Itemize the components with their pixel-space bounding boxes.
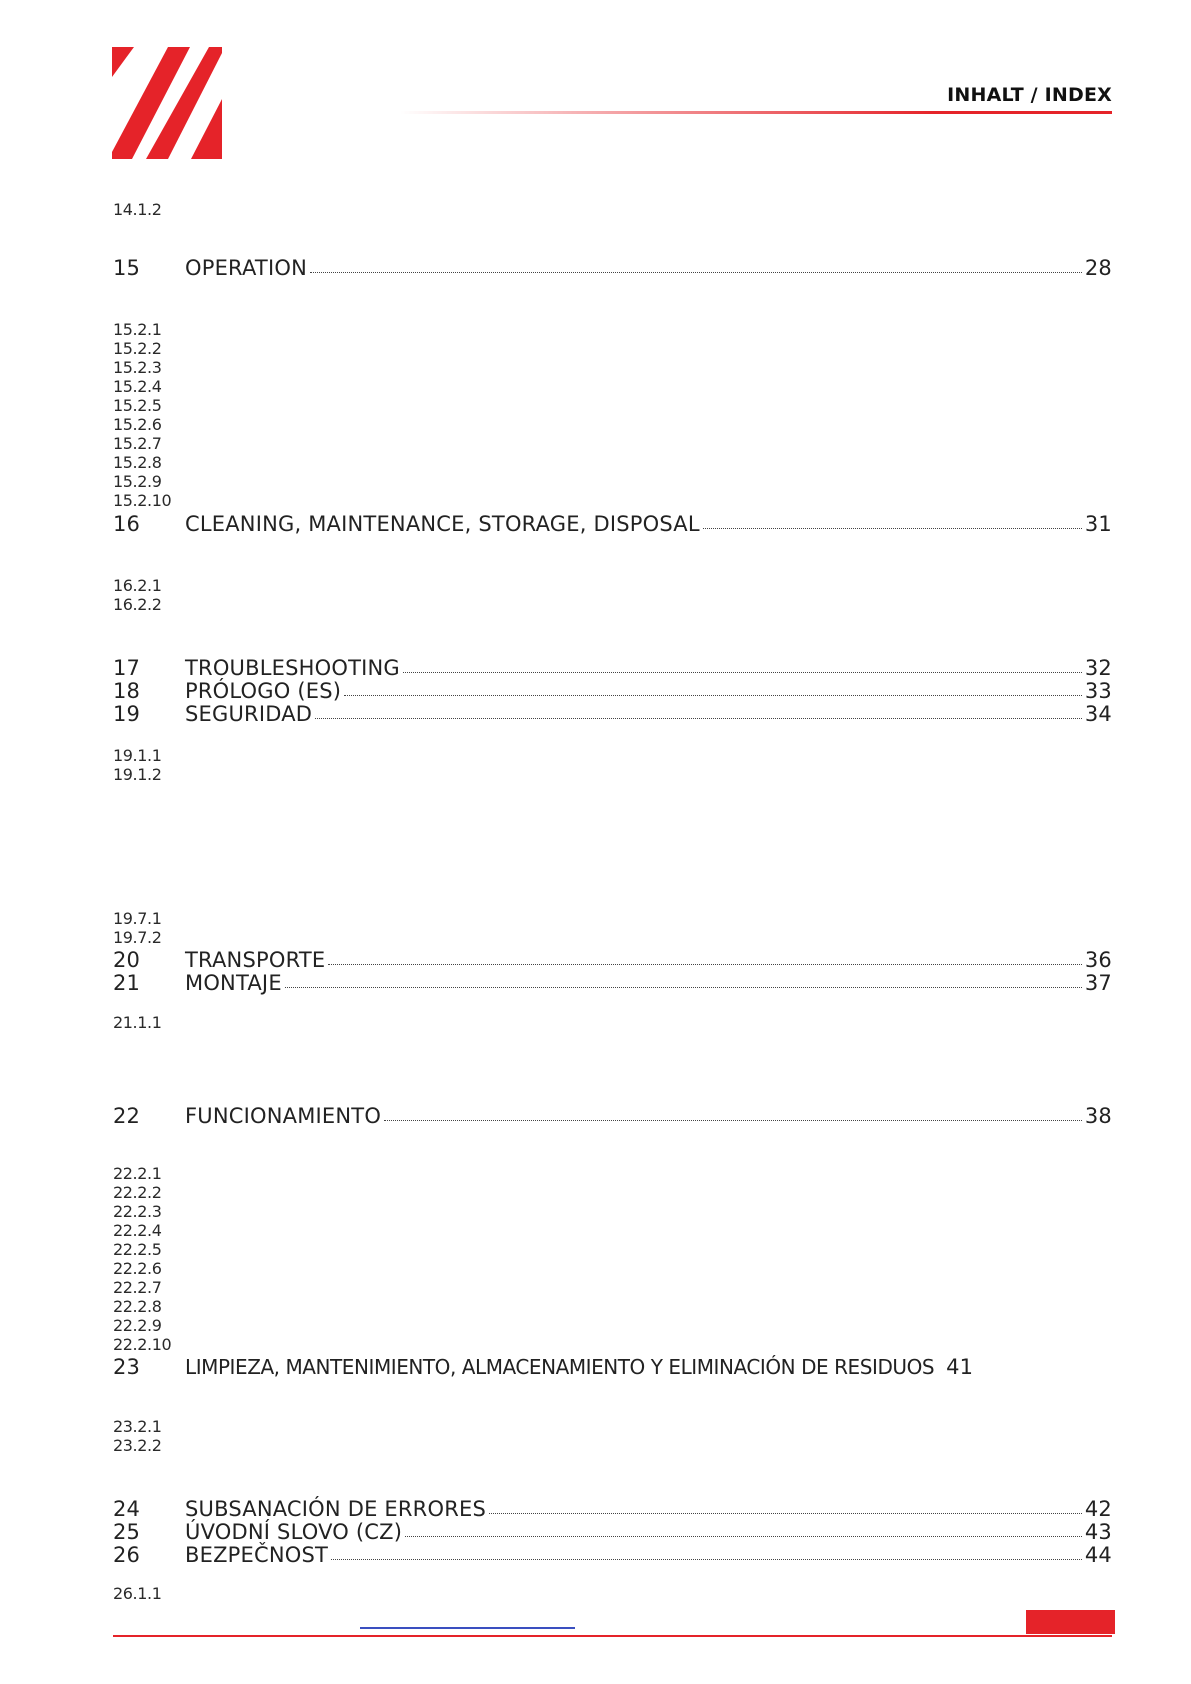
toc-dot-leader [384, 1119, 1082, 1121]
toc-entry-25[interactable] [113, 1520, 1112, 1544]
toc-dot-leader [310, 271, 1082, 273]
toc-subentry-15.2.3[interactable]: 15.2.3 [113, 358, 162, 377]
toc-dot-leader [937, 1371, 943, 1372]
toc-subentry-15.2.7[interactable]: 15.2.7 [113, 434, 162, 453]
toc-entry-number: 25 [113, 1520, 141, 1544]
toc-subentry-19.1.1[interactable]: 19.1.1 [113, 746, 162, 765]
toc-subentry-15.2.6[interactable]: 15.2.6 [113, 415, 162, 434]
toc-subentry-22.2.6[interactable]: 22.2.6 [113, 1259, 162, 1278]
toc-entry-title: TROUBLESHOOTING [185, 656, 400, 680]
toc-dot-leader [285, 986, 1082, 988]
toc-entry-number: 19 [113, 702, 141, 726]
toc-subentry-22.2.5[interactable]: 22.2.5 [113, 1240, 162, 1259]
footer-rule [113, 1635, 1112, 1637]
toc-entry-title: TRANSPORTE [185, 948, 326, 972]
toc-subentry-22.2.9[interactable]: 22.2.9 [113, 1316, 162, 1335]
toc-entry-number: 16 [113, 512, 141, 536]
toc-entry-page: 43 [1084, 1520, 1112, 1544]
toc-entry-page: 34 [1084, 702, 1112, 726]
toc-subentry-22.2.7[interactable]: 22.2.7 [113, 1278, 162, 1297]
toc-subentry-15.2.9[interactable]: 15.2.9 [113, 472, 162, 491]
toc-subentry-22.2.3[interactable]: 22.2.3 [113, 1202, 162, 1221]
toc-entry-title: SUBSANACIÓN DE ERRORES [185, 1497, 486, 1521]
toc-subentry-19.7.1[interactable]: 19.7.1 [113, 909, 162, 928]
toc-entry-16[interactable] [113, 512, 1112, 536]
toc-subentry-16.2.1[interactable]: 16.2.1 [113, 576, 162, 595]
toc-entry-number: 20 [113, 948, 141, 972]
toc-entry-21[interactable] [113, 971, 1112, 995]
toc-dot-leader [489, 1512, 1082, 1514]
toc-dot-leader [405, 1535, 1082, 1537]
toc-entry-number: 17 [113, 656, 141, 680]
toc-subentry-15.2.8[interactable]: 15.2.8 [113, 453, 162, 472]
toc-entry-page: 42 [1084, 1497, 1112, 1521]
toc-entry-number: 18 [113, 679, 141, 703]
toc-entry-title: PRÓLOGO (ES) [185, 679, 342, 703]
footer-page-box [1026, 1610, 1115, 1634]
toc-dot-leader [328, 963, 1082, 965]
toc-subentry-15.2.10[interactable]: 15.2.10 [113, 491, 172, 510]
toc-entry-title: OPERATION [185, 256, 307, 280]
toc-dot-leader [315, 717, 1082, 719]
toc-subentry-21.1.1[interactable]: 21.1.1 [113, 1013, 162, 1032]
toc-entry-title: ÚVODNÍ SLOVO (CZ) [185, 1520, 403, 1544]
toc-entry-22[interactable] [113, 1104, 1112, 1128]
page-header-title: INHALT / INDEX [947, 84, 1112, 106]
toc-subentry-22.2.8[interactable]: 22.2.8 [113, 1297, 162, 1316]
toc-dot-leader [703, 527, 1082, 529]
toc-subentry-23.2.2[interactable]: 23.2.2 [113, 1436, 162, 1455]
toc-entry-26[interactable] [113, 1543, 1112, 1567]
toc-entry-title: FUNCIONAMIENTO [185, 1104, 382, 1128]
toc-entry-page: 37 [1084, 971, 1112, 995]
toc-subentry-22.2.2[interactable]: 22.2.2 [113, 1183, 162, 1202]
toc-subentry-15.2.2[interactable]: 15.2.2 [113, 339, 162, 358]
footer-link-underline [360, 1627, 575, 1629]
toc-entry-page: 36 [1084, 948, 1112, 972]
toc-entry-19[interactable] [113, 702, 1112, 726]
toc-entry-24[interactable] [113, 1497, 1112, 1521]
toc-entry-page: 33 [1084, 679, 1112, 703]
brand-logo-stripes [112, 47, 222, 159]
toc-subentry-15.2.4[interactable]: 15.2.4 [113, 377, 162, 396]
toc-entry-number: 22 [113, 1104, 141, 1128]
toc-entry-number: 23 [113, 1355, 141, 1379]
toc-entry-page: 31 [1084, 512, 1112, 536]
toc-entry-title: CLEANING, MAINTENANCE, STORAGE, DISPOSAL [185, 512, 700, 536]
toc-entry-title: SEGURIDAD [185, 702, 313, 726]
toc-subentry-14.1.2[interactable]: 14.1.2 [113, 200, 162, 219]
toc-subentry-22.2.10[interactable]: 22.2.10 [113, 1335, 172, 1354]
toc-entry-15[interactable] [113, 256, 1112, 280]
toc-subentry-23.2.1[interactable]: 23.2.1 [113, 1417, 162, 1436]
toc-dot-leader [344, 694, 1082, 696]
toc-entry-number: 21 [113, 971, 141, 995]
toc-subentry-19.1.2[interactable]: 19.1.2 [113, 765, 162, 784]
header-rule [400, 111, 1112, 114]
toc-entry-title: MONTAJE [185, 971, 282, 995]
toc-subentry-26.1.1[interactable]: 26.1.1 [113, 1584, 162, 1603]
toc-subentry-22.2.1[interactable]: 22.2.1 [113, 1164, 162, 1183]
toc-entry-number: 15 [113, 256, 141, 280]
toc-entry-page: 28 [1084, 256, 1112, 280]
toc-entry-page: 41 [946, 1355, 974, 1379]
toc-entry-20[interactable] [113, 948, 1112, 972]
toc-subentry-22.2.4[interactable]: 22.2.4 [113, 1221, 162, 1240]
toc-entry-17[interactable] [113, 656, 1112, 680]
toc-entry-number: 24 [113, 1497, 141, 1521]
toc-entry-number: 26 [113, 1543, 141, 1567]
toc-dot-leader [331, 1558, 1082, 1560]
toc-entry-title: LIMPIEZA, MANTENIMIENTO, ALMACENAMIENTO Y ELIMINACIÓN DE RESIDUOS [185, 1355, 935, 1379]
toc-subentry-16.2.2[interactable]: 16.2.2 [113, 595, 162, 614]
toc-subentry-19.7.2[interactable]: 19.7.2 [113, 928, 162, 947]
toc-dot-leader [403, 671, 1082, 673]
toc-subentry-15.2.1[interactable]: 15.2.1 [113, 320, 162, 339]
toc-subentry-15.2.5[interactable]: 15.2.5 [113, 396, 162, 415]
toc-entry-page: 32 [1084, 656, 1112, 680]
toc-entry-title: BEZPEČNOST [185, 1543, 329, 1567]
toc-entry-23[interactable] [113, 1355, 1112, 1379]
toc-entry-page: 38 [1084, 1104, 1112, 1128]
toc-entry-18[interactable] [113, 679, 1112, 703]
toc-entry-page: 44 [1084, 1543, 1112, 1567]
